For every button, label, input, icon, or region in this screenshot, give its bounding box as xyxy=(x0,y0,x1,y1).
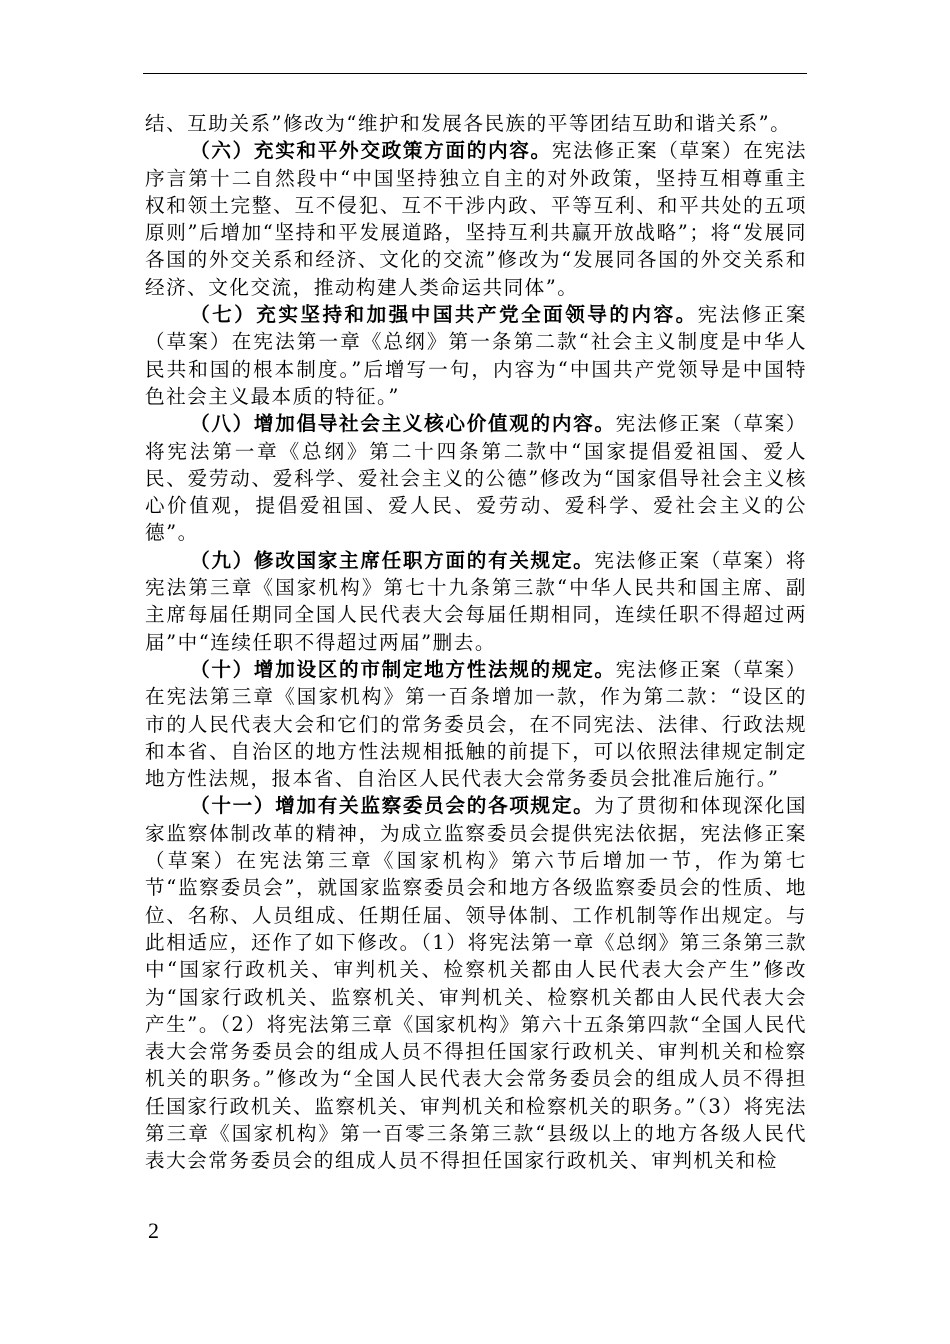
header-rule xyxy=(143,73,807,74)
document-body xyxy=(145,110,807,1175)
paragraph-text: 宪法修正案（草案）将宪法第一章《总纲》第二十四条第二款中“国家提倡爱祖国、爱人民、爱劳动、爱科学、爱社会主义的公德”修改为“国家倡导社会主义核心价值观，提倡爱祖国、爱人民、爱劳动、爱科学、爱社会主义的公德”。 xyxy=(145,412,808,545)
paragraph-heading: （七）充实坚持和加强中国共产党全面领导的内容。 xyxy=(190,303,698,327)
paragraph-11 xyxy=(145,792,807,1174)
paragraph-10 xyxy=(145,656,807,792)
paragraph-heading: （八）增加倡导社会主义核心价值观的内容。 xyxy=(190,412,616,436)
paragraph-heading: （九）修改国家主席任职方面的有关规定。 xyxy=(190,548,595,572)
paragraph-text: 结、互助关系”修改为“维护和发展各民族的平等团结互助和谐关系”。 xyxy=(145,112,792,135)
paragraph-8 xyxy=(145,410,807,546)
page-number: 2 xyxy=(148,1218,159,1243)
paragraph-6 xyxy=(145,137,807,301)
paragraph-9 xyxy=(145,547,807,656)
paragraph-text: 为了贯彻和体现深化国家监察体制改革的精神，为成立监察委员会提供宪法依据，宪法修正案（草案）在宪法第三章《国家机构》第六节后增加一节，作为第七节“监察委员会”，就国家监察委员会和地方各级监察委员会的性质、地位、名称、人员组成、任期任届、领导体制、工作机制等作出规定。与此相适应，还作了如下修改。（1）将宪法第一章《总纲》第三条第三款中“国家行政机关、审判机关、检察机关都由人民代表大会产生”修改为“国家行政机关、监察机关、审判机关、检察机关都由人民代表大会产生”。（2）将宪法第三章《国家机构》第六十五条第四款“全国人民代表大会常务委员会的组成人员不得担任国家行政机关、审判机关和检察机关的职务。”修改为“全国人民代表大会常务委员会的组成人员不得担任国家行政机关、监察机关、审判机关和检察机关的职务。”（3）将宪法第三章《国家机构》第一百零三条第三款“县级以上的地方各级人民代表大会常务委员会的组成人员不得担任国家行政机关、审判机关和检 xyxy=(145,794,808,1173)
paragraph-heading: （十）增加设区的市制定地方性法规的规定。 xyxy=(190,657,616,681)
paragraph-text: 宪法修正案（草案）在宪法第一章《总纲》第一条第二款“社会主义制度是中华人民共和国的根本制度。”后增写一句，内容为“中国共产党领导是中国特色社会主义最本质的特征。” xyxy=(145,303,808,408)
paragraph-text: 宪法修正案（草案）在宪法序言第十二自然段中“中国坚持独立自主的对外政策，坚持互相尊重主权和领土完整、互不侵犯、互不干涉内政、平等互利、和平共处的五项原则”后增加“坚持和平发展道路，坚持互利共赢开放战略”；将“发展同各国的外交关系和经济、文化的交流”修改为“发展同各国的外交关系和经济、文化交流，推动构建人类命运共同体”。 xyxy=(145,139,808,299)
paragraph-heading: （六）充实和平外交政策方面的内容。 xyxy=(190,139,552,163)
paragraph-heading: （十一）增加有关监察委员会的各项规定。 xyxy=(190,794,595,818)
paragraph-text: 宪法修正案（草案）在宪法第三章《国家机构》第一百条增加一款，作为第二款：“设区的市的人民代表大会和它们的常务委员会，在不同宪法、法律、行政法规和本省、自治区的地方性法规相抵触的前提下，可以依照法律规定制定地方性法规，报本省、自治区人民代表大会常务委员会批准后施行。” xyxy=(145,657,808,791)
paragraph-7 xyxy=(145,301,807,410)
paragraph-continued xyxy=(145,110,807,137)
paragraph-text: 宪法修正案（草案）将宪法第三章《国家机构》第七十九条第三款“中华人民共和国主席、副主席每届任期同全国人民代表大会每届任期相同，连续任职不得超过两届”中“连续任职不得超过两届”删去。 xyxy=(145,548,808,654)
